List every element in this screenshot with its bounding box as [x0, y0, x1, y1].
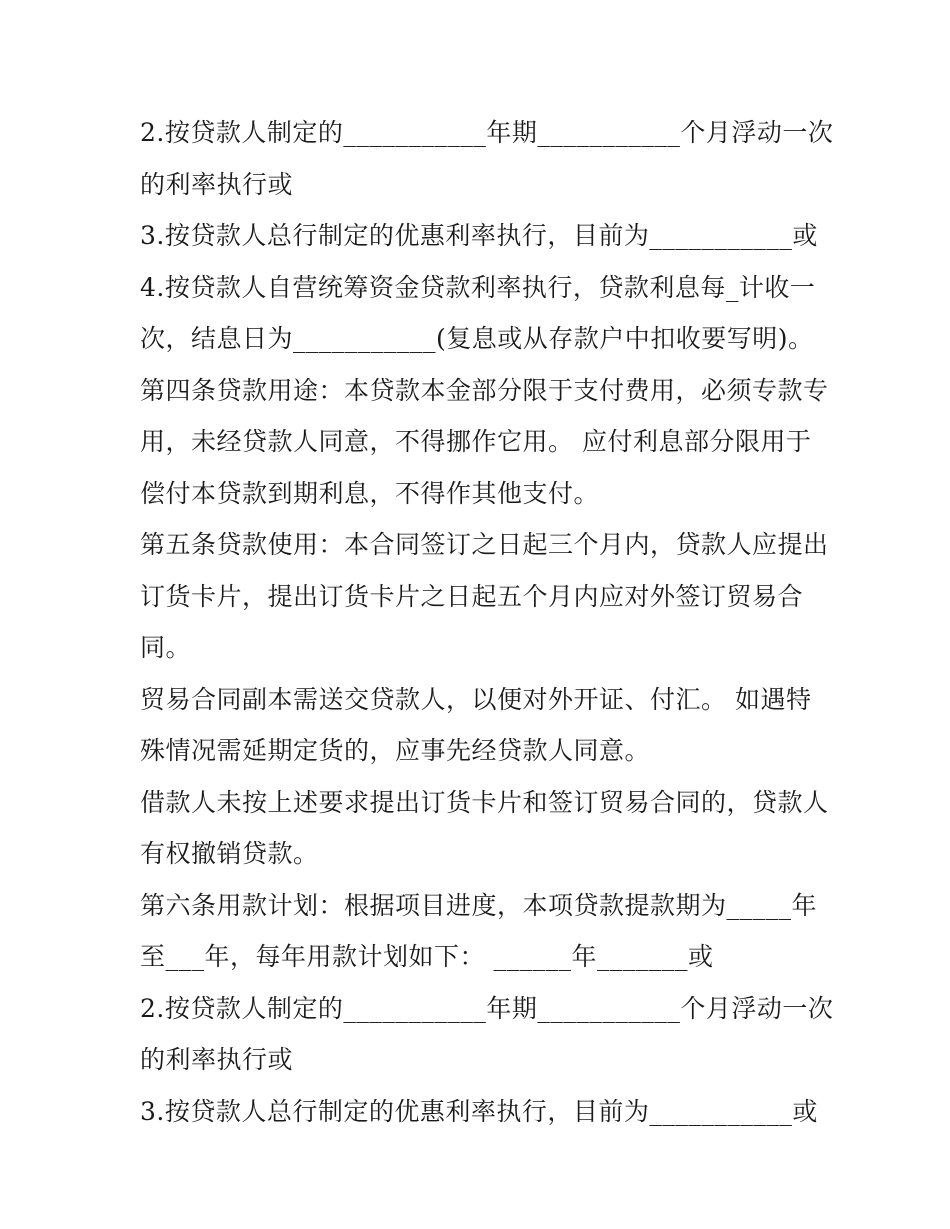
text-line: 的利率执行或: [140, 1045, 294, 1074]
text-line: 有权撤销贷款。: [140, 839, 319, 868]
text-line: 次，结息日为___________(复息或从存款户中扣收要写明)。: [140, 324, 814, 353]
text-line: 3.按贷款人总行制定的优惠利率执行，目前为___________或: [140, 221, 818, 250]
text-line: 偿付本贷款到期利息，不得作其他支付。: [140, 478, 600, 508]
text-line: 同。: [140, 633, 192, 662]
text-line: 第六条用款计划：根据项目进度，本项贷款提款期为_____年: [140, 890, 818, 920]
text-line: 借款人未按上述要求提出订货卡片和签订贸易合同的，贷款人: [140, 787, 829, 817]
text-line: 贸易合同副本需送交贷款人，以便对外开证、付汇。 如遇特: [140, 684, 812, 714]
text-line: 第五条贷款使用：本合同签订之日起三个月内，贷款人应提出: [140, 530, 829, 559]
text-line: 4.按贷款人自营统筹资金贷款利率执行，贷款利息每_计收一: [140, 272, 816, 302]
text-line: 2.按贷款人制定的___________年期___________个月浮动一次: [140, 993, 834, 1023]
text-line: 用，未经贷款人同意，不得挪作它用。 应付利息部分限用于: [140, 427, 812, 456]
text-line: 2.按贷款人制定的___________年期___________个月浮动一次: [140, 118, 834, 147]
text-line: 订货卡片，提出订货卡片之日起五个月内应对外签订贸易合: [140, 581, 804, 611]
document-body: [140, 107, 834, 1137]
text-line: 至___年，每年用款计划如下： ______年_______或: [140, 942, 714, 971]
text-line: 的利率执行或: [140, 169, 294, 199]
text-line: 殊情况需延期定货的，应事先经贷款人同意。: [140, 736, 651, 765]
text-line: 第四条贷款用途：本贷款本金部分限于支付费用，必须专款专: [140, 375, 829, 405]
text-line: 3.按贷款人总行制定的优惠利率执行，目前为___________或: [140, 1096, 818, 1126]
